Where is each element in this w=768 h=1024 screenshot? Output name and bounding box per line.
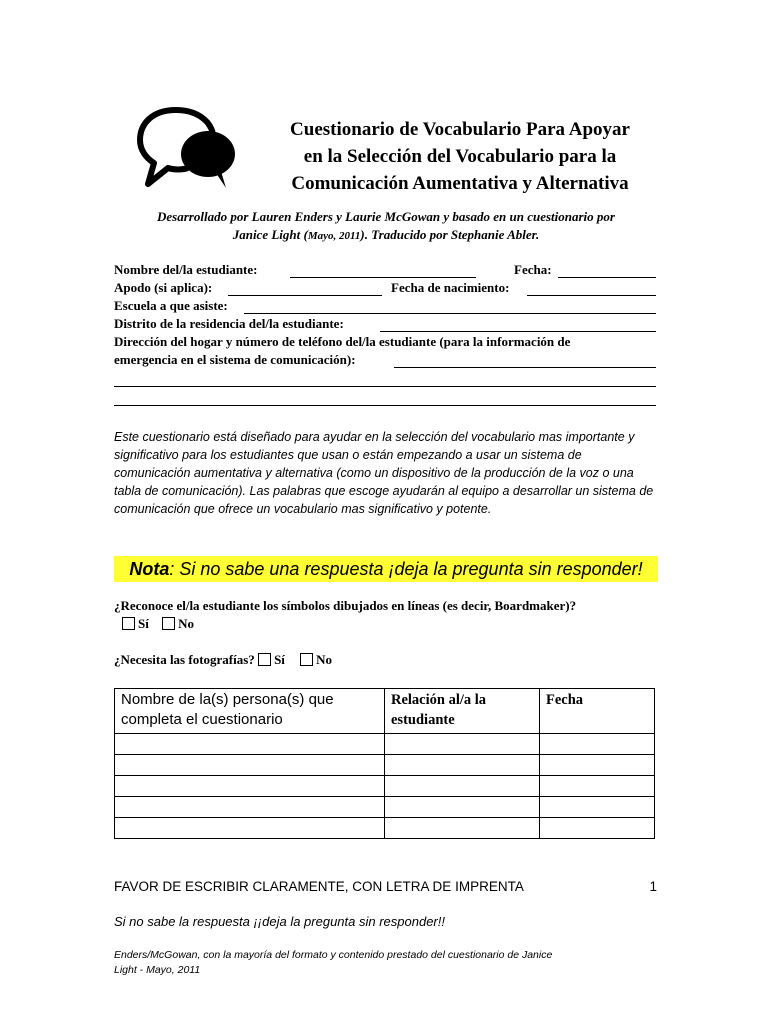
address-label-line-2: emergencia en el sistema de comunicación): (114, 352, 356, 367)
title-line-2: en la Selección del Vocabulario para la (303, 146, 617, 167)
date-field[interactable] (558, 277, 656, 278)
table-cell[interactable] (115, 776, 385, 797)
footer-credit: Enders/McGowan, con la mayoría del formato y contenido prestado del cuestionario de Janice Light - Mayo, 2011 (114, 949, 553, 976)
table-cell[interactable] (385, 776, 540, 797)
table-cell[interactable] (540, 734, 655, 755)
subtitle-translator: ). Traducido por Stephanie Abler. (360, 227, 540, 242)
subtitle-date: Mayo, 2011 (307, 230, 361, 242)
nickname-field[interactable] (228, 295, 382, 296)
question-line-drawings: ¿Reconoce el/la estudiante los símbolos dibujados en líneas (es decir, Boardmaker)? (114, 598, 577, 613)
table-cell[interactable] (385, 734, 540, 755)
date-label: Fecha: (514, 262, 552, 277)
birthdate-field[interactable] (527, 295, 656, 296)
q1-yes-checkbox[interactable] (122, 617, 135, 630)
address-field-line-3[interactable] (114, 405, 656, 406)
column-header-name: Nombre de la(s) persona(s) que completa el cuestionario (115, 689, 385, 734)
table-cell[interactable] (540, 755, 655, 776)
q1-no-label: No (178, 616, 194, 631)
school-field[interactable] (244, 313, 656, 314)
note-text: : Si no sabe una respuesta ¡deja la pregunta sin responder! (169, 559, 643, 579)
print-instruction-text: FAVOR DE ESCRIBIR CLARAMENTE, CON LETRA DE IMPRENTA (114, 879, 524, 894)
table-row (115, 776, 655, 797)
address-label-line-1: Dirección del hogar y número de teléfono del/la estudiante (para la información de (114, 334, 571, 349)
table-cell[interactable] (115, 818, 385, 839)
table-cell[interactable] (540, 776, 655, 797)
table-cell[interactable] (540, 797, 655, 818)
school-label: Escuela a que asiste: (114, 298, 228, 313)
document-title (250, 116, 670, 197)
q1-no-checkbox[interactable] (162, 617, 175, 630)
subtitle-author: Janice Light ( (232, 227, 308, 242)
table-row (115, 818, 655, 839)
title-line-3: Comunicación Aumentativa y Alternativa (291, 173, 629, 194)
question-1-options (122, 616, 194, 632)
table-cell[interactable] (115, 797, 385, 818)
q2-no-label: No (316, 652, 333, 667)
district-label: Distrito de la residencia del/la estudiante: (114, 316, 344, 331)
footer-reminder: Si no sabe la respuesta ¡¡deja la pregunta sin responder!! (114, 914, 445, 929)
table-cell[interactable] (115, 755, 385, 776)
table-cell[interactable] (385, 818, 540, 839)
q1-yes-label: Sí (138, 616, 149, 631)
table-cell[interactable] (540, 818, 655, 839)
subtitle-line-1: Desarrollado por Lauren Enders y Laurie McGowan y basado en un cuestionario por (157, 209, 615, 224)
q2-no-checkbox[interactable] (300, 653, 313, 666)
subtitle-line-2 (114, 226, 658, 245)
q2-yes-label: Sí (274, 652, 285, 667)
table-cell[interactable] (385, 755, 540, 776)
birthdate-label: Fecha de nacimiento: (391, 280, 510, 295)
note-label: Nota (129, 559, 170, 579)
address-field-line-2[interactable] (114, 386, 656, 387)
nickname-label: Apodo (si aplica): (114, 280, 213, 295)
speech-bubbles-icon (134, 104, 244, 194)
respondent-table (114, 688, 655, 839)
table-cell[interactable] (115, 734, 385, 755)
student-name-label: Nombre del/la estudiante: (114, 262, 258, 277)
q2-yes-checkbox[interactable] (258, 653, 271, 666)
table-row (115, 755, 655, 776)
student-name-field[interactable] (290, 277, 476, 278)
column-header-relation: Relación al/a la estudiante (385, 689, 540, 734)
table-row (115, 734, 655, 755)
title-line-1: Cuestionario de Vocabulario Para Apoyar (290, 119, 630, 140)
column-header-date: Fecha (540, 689, 655, 734)
table-header-row (115, 689, 655, 734)
table-row (115, 797, 655, 818)
question-photos (114, 652, 332, 668)
document-subtitle (114, 208, 658, 245)
table-cell[interactable] (385, 797, 540, 818)
question-photos-text: ¿Necesita las fotografías? (114, 652, 255, 667)
page-number: 1 (649, 879, 657, 894)
intro-paragraph: Este cuestionario está diseñado para ayudar en la selección del vocabulario mas importante y significativo para los estudiantes que usan o están empezando a usar un sistema de comunicación aumentativa y alternativa (como un dispositivo de la producción de la voz o una tabla de comunicación). Las palabras que escoge ayudarán al equipo a desarrollar un sistema de comunicación que ofrece un vocabulario mas significativo y potente. (114, 430, 654, 516)
address-field[interactable] (394, 367, 656, 368)
note-banner (114, 556, 658, 582)
footer-print-instruction (114, 879, 659, 894)
district-field[interactable] (380, 331, 656, 332)
